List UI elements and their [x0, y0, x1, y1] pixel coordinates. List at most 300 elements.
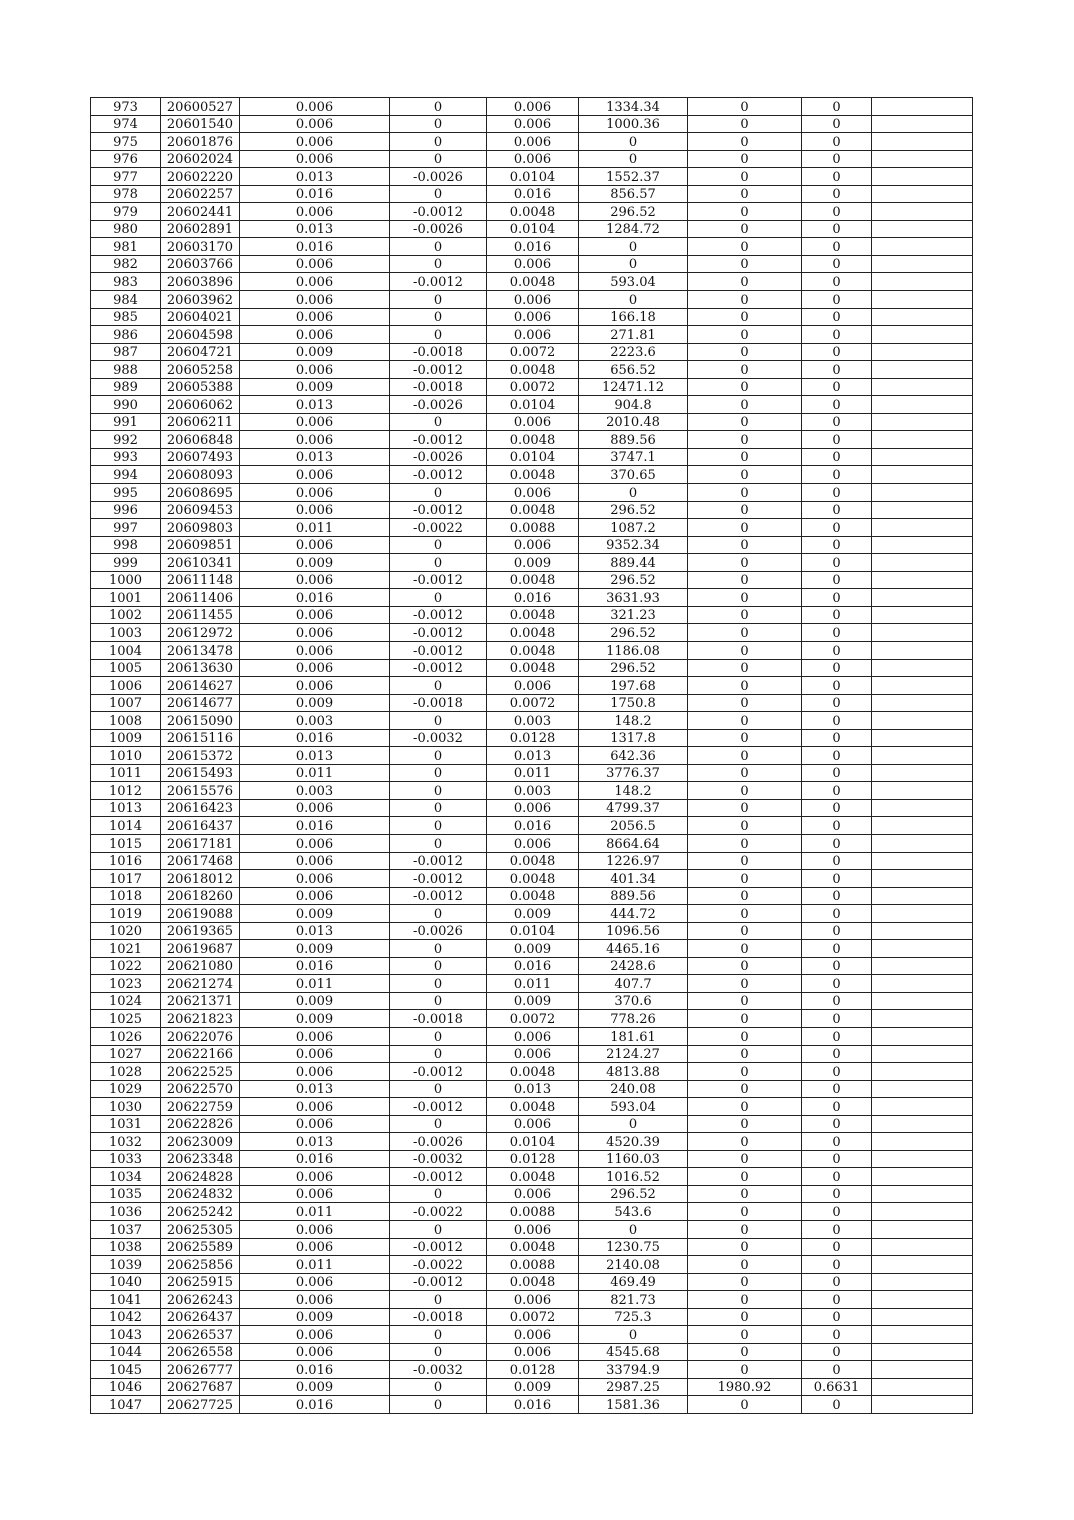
value-a-cell: 0.013: [240, 448, 390, 466]
value-b-cell: -0.0012: [390, 203, 487, 221]
value-d-cell: 0: [688, 396, 802, 414]
row-number-cell: 1047: [91, 1396, 161, 1414]
id-cell: 20621371: [161, 992, 240, 1010]
id-cell: 20605388: [161, 378, 240, 396]
value-e-cell: 0: [802, 1185, 872, 1203]
value-d-cell: 0: [688, 606, 802, 624]
amount-cell: 148.2: [579, 712, 688, 730]
id-cell: 20622166: [161, 1045, 240, 1063]
value-c-cell: 0.011: [487, 764, 579, 782]
value-c-cell: 0.003: [487, 782, 579, 800]
value-e-cell: 0: [802, 1361, 872, 1379]
value-a-cell: 0.016: [240, 957, 390, 975]
value-a-cell: 0.006: [240, 501, 390, 519]
blank-cell: [872, 922, 973, 940]
amount-cell: 370.65: [579, 466, 688, 484]
blank-cell: [872, 1063, 973, 1081]
value-b-cell: -0.0012: [390, 1063, 487, 1081]
value-b-cell: -0.0026: [390, 168, 487, 186]
id-cell: 20616437: [161, 817, 240, 835]
blank-cell: [872, 870, 973, 888]
amount-cell: 2223.6: [579, 343, 688, 361]
id-cell: 20606211: [161, 413, 240, 431]
value-c-cell: 0.006: [487, 98, 579, 116]
table-row: [91, 1203, 973, 1221]
table-row: [91, 1185, 973, 1203]
table-row: [91, 431, 973, 449]
value-d-cell: 0: [688, 1063, 802, 1081]
value-e-cell: 0: [802, 396, 872, 414]
id-cell: 20611406: [161, 589, 240, 607]
blank-cell: [872, 484, 973, 502]
value-e-cell: 0: [802, 1238, 872, 1256]
row-number-cell: 974: [91, 115, 161, 133]
blank-cell: [872, 238, 973, 256]
value-d-cell: 0: [688, 501, 802, 519]
blank-cell: [872, 817, 973, 835]
value-a-cell: 0.006: [240, 115, 390, 133]
value-a-cell: 0.009: [240, 378, 390, 396]
value-d-cell: 0: [688, 782, 802, 800]
row-number-cell: 999: [91, 554, 161, 572]
value-d-cell: 0: [688, 554, 802, 572]
value-e-cell: 0: [802, 729, 872, 747]
id-cell: 20601876: [161, 133, 240, 151]
amount-cell: 1750.8: [579, 694, 688, 712]
table-row: [91, 817, 973, 835]
value-e-cell: 0: [802, 466, 872, 484]
id-cell: 20626437: [161, 1308, 240, 1326]
amount-cell: 0: [579, 291, 688, 309]
value-d-cell: 0: [688, 887, 802, 905]
row-number-cell: 1041: [91, 1291, 161, 1309]
value-a-cell: 0.016: [240, 238, 390, 256]
id-cell: 20603962: [161, 291, 240, 309]
value-e-cell: 0: [802, 834, 872, 852]
blank-cell: [872, 519, 973, 537]
row-number-cell: 1025: [91, 1010, 161, 1028]
value-a-cell: 0.006: [240, 571, 390, 589]
value-c-cell: 0.009: [487, 1378, 579, 1396]
id-cell: 20602257: [161, 185, 240, 203]
row-number-cell: 995: [91, 484, 161, 502]
blank-cell: [872, 1027, 973, 1045]
value-c-cell: 0.0048: [487, 870, 579, 888]
value-d-cell: 0: [688, 1045, 802, 1063]
value-a-cell: 0.006: [240, 361, 390, 379]
value-b-cell: 0: [390, 1185, 487, 1203]
value-b-cell: 0: [390, 1221, 487, 1239]
value-b-cell: -0.0012: [390, 431, 487, 449]
blank-cell: [872, 1343, 973, 1361]
value-c-cell: 0.006: [487, 834, 579, 852]
value-c-cell: 0.009: [487, 554, 579, 572]
blank-cell: [872, 361, 973, 379]
blank-cell: [872, 905, 973, 923]
value-c-cell: 0.016: [487, 1396, 579, 1414]
row-number-cell: 1024: [91, 992, 161, 1010]
row-number-cell: 1029: [91, 1080, 161, 1098]
row-number-cell: 1045: [91, 1361, 161, 1379]
blank-cell: [872, 659, 973, 677]
table-row: [91, 1221, 973, 1239]
value-a-cell: 0.006: [240, 1045, 390, 1063]
value-d-cell: 0: [688, 1150, 802, 1168]
value-a-cell: 0.006: [240, 852, 390, 870]
amount-cell: 904.8: [579, 396, 688, 414]
blank-cell: [872, 150, 973, 168]
value-c-cell: 0.013: [487, 747, 579, 765]
amount-cell: 4813.88: [579, 1063, 688, 1081]
table-row: [91, 484, 973, 502]
value-c-cell: 0.0048: [487, 1238, 579, 1256]
amount-cell: 296.52: [579, 1185, 688, 1203]
blank-cell: [872, 1378, 973, 1396]
table-row: [91, 887, 973, 905]
value-c-cell: 0.006: [487, 413, 579, 431]
value-b-cell: -0.0018: [390, 343, 487, 361]
amount-cell: 2124.27: [579, 1045, 688, 1063]
value-e-cell: 0: [802, 1308, 872, 1326]
id-cell: 20625589: [161, 1238, 240, 1256]
blank-cell: [872, 1361, 973, 1379]
amount-cell: 4545.68: [579, 1343, 688, 1361]
row-number-cell: 1006: [91, 677, 161, 695]
amount-cell: 656.52: [579, 361, 688, 379]
blank-cell: [872, 1221, 973, 1239]
value-b-cell: -0.0012: [390, 571, 487, 589]
value-e-cell: 0: [802, 150, 872, 168]
value-c-cell: 0.016: [487, 185, 579, 203]
id-cell: 20614677: [161, 694, 240, 712]
value-d-cell: 0: [688, 378, 802, 396]
value-b-cell: 0: [390, 1080, 487, 1098]
value-b-cell: -0.0012: [390, 852, 487, 870]
blank-cell: [872, 712, 973, 730]
blank-cell: [872, 729, 973, 747]
table-row: [91, 975, 973, 993]
id-cell: 20625915: [161, 1273, 240, 1291]
row-number-cell: 1046: [91, 1378, 161, 1396]
blank-cell: [872, 1326, 973, 1344]
amount-cell: 1000.36: [579, 115, 688, 133]
blank-cell: [872, 168, 973, 186]
value-b-cell: 0: [390, 747, 487, 765]
value-d-cell: 0: [688, 957, 802, 975]
table-row: [91, 98, 973, 116]
value-e-cell: 0: [802, 185, 872, 203]
blank-cell: [872, 291, 973, 309]
id-cell: 20625305: [161, 1221, 240, 1239]
value-a-cell: 0.009: [240, 905, 390, 923]
value-b-cell: -0.0026: [390, 396, 487, 414]
blank-cell: [872, 624, 973, 642]
value-b-cell: -0.0012: [390, 659, 487, 677]
row-number-cell: 1010: [91, 747, 161, 765]
table-row: [91, 203, 973, 221]
value-b-cell: 0: [390, 115, 487, 133]
value-c-cell: 0.0048: [487, 887, 579, 905]
value-c-cell: 0.006: [487, 1343, 579, 1361]
id-cell: 20610341: [161, 554, 240, 572]
row-number-cell: 1016: [91, 852, 161, 870]
row-number-cell: 973: [91, 98, 161, 116]
row-number-cell: 990: [91, 396, 161, 414]
value-e-cell: 0: [802, 413, 872, 431]
id-cell: 20623009: [161, 1133, 240, 1151]
table-row: [91, 782, 973, 800]
value-d-cell: 0: [688, 361, 802, 379]
amount-cell: 271.81: [579, 326, 688, 344]
value-c-cell: 0.016: [487, 238, 579, 256]
amount-cell: 1016.52: [579, 1168, 688, 1186]
table-row: [91, 1361, 973, 1379]
row-number-cell: 1005: [91, 659, 161, 677]
id-cell: 20608695: [161, 484, 240, 502]
value-a-cell: 0.011: [240, 1203, 390, 1221]
id-cell: 20606062: [161, 396, 240, 414]
value-a-cell: 0.006: [240, 413, 390, 431]
row-number-cell: 1021: [91, 940, 161, 958]
value-e-cell: 0: [802, 1150, 872, 1168]
value-d-cell: 0: [688, 484, 802, 502]
row-number-cell: 1037: [91, 1221, 161, 1239]
table-row: [91, 1378, 973, 1396]
value-e-cell: 0: [802, 852, 872, 870]
table-row: [91, 1063, 973, 1081]
value-c-cell: 0.006: [487, 799, 579, 817]
value-d-cell: 0: [688, 1326, 802, 1344]
table-row: [91, 536, 973, 554]
value-d-cell: 0: [688, 291, 802, 309]
table-row: [91, 677, 973, 695]
value-c-cell: 0.0072: [487, 343, 579, 361]
id-cell: 20622076: [161, 1027, 240, 1045]
value-d-cell: 0: [688, 448, 802, 466]
value-c-cell: 0.013: [487, 1080, 579, 1098]
id-cell: 20615493: [161, 764, 240, 782]
amount-cell: 2987.25: [579, 1378, 688, 1396]
row-number-cell: 993: [91, 448, 161, 466]
value-d-cell: 0: [688, 98, 802, 116]
blank-cell: [872, 98, 973, 116]
value-b-cell: 0: [390, 957, 487, 975]
amount-cell: 296.52: [579, 501, 688, 519]
value-a-cell: 0.006: [240, 291, 390, 309]
value-c-cell: 0.006: [487, 1045, 579, 1063]
value-a-cell: 0.006: [240, 887, 390, 905]
value-c-cell: 0.011: [487, 975, 579, 993]
amount-cell: 1186.08: [579, 641, 688, 659]
value-c-cell: 0.0072: [487, 378, 579, 396]
table-row: [91, 501, 973, 519]
table-row: [91, 1080, 973, 1098]
value-b-cell: 0: [390, 834, 487, 852]
blank-cell: [872, 343, 973, 361]
value-c-cell: 0.0048: [487, 659, 579, 677]
value-b-cell: -0.0012: [390, 1098, 487, 1116]
id-cell: 20618012: [161, 870, 240, 888]
row-number-cell: 1014: [91, 817, 161, 835]
table-row: [91, 729, 973, 747]
amount-cell: 296.52: [579, 659, 688, 677]
table-row: [91, 466, 973, 484]
value-e-cell: 0: [802, 554, 872, 572]
value-b-cell: 0: [390, 782, 487, 800]
value-e-cell: 0: [802, 1221, 872, 1239]
id-cell: 20618260: [161, 887, 240, 905]
row-number-cell: 978: [91, 185, 161, 203]
id-cell: 20624832: [161, 1185, 240, 1203]
value-e-cell: 0: [802, 1168, 872, 1186]
blank-cell: [872, 273, 973, 291]
blank-cell: [872, 1203, 973, 1221]
table-row: [91, 1291, 973, 1309]
id-cell: 20615116: [161, 729, 240, 747]
value-d-cell: 0: [688, 343, 802, 361]
id-cell: 20625856: [161, 1256, 240, 1274]
amount-cell: 1087.2: [579, 519, 688, 537]
value-a-cell: 0.006: [240, 606, 390, 624]
value-c-cell: 0.0048: [487, 501, 579, 519]
value-c-cell: 0.0048: [487, 852, 579, 870]
row-number-cell: 1035: [91, 1185, 161, 1203]
value-e-cell: 0: [802, 501, 872, 519]
value-e-cell: 0: [802, 343, 872, 361]
value-e-cell: 0: [802, 975, 872, 993]
value-d-cell: 0: [688, 1080, 802, 1098]
table-row: [91, 1326, 973, 1344]
value-b-cell: -0.0012: [390, 1273, 487, 1291]
value-a-cell: 0.011: [240, 1256, 390, 1274]
row-number-cell: 992: [91, 431, 161, 449]
value-e-cell: 0: [802, 940, 872, 958]
value-e-cell: 0: [802, 887, 872, 905]
amount-cell: 4799.37: [579, 799, 688, 817]
value-c-cell: 0.0104: [487, 220, 579, 238]
table-row: [91, 1098, 973, 1116]
value-e-cell: 0: [802, 168, 872, 186]
value-b-cell: 0: [390, 799, 487, 817]
blank-cell: [872, 308, 973, 326]
amount-cell: 0: [579, 484, 688, 502]
value-d-cell: 0: [688, 799, 802, 817]
value-e-cell: 0: [802, 308, 872, 326]
value-d-cell: 0: [688, 1238, 802, 1256]
row-number-cell: 1012: [91, 782, 161, 800]
amount-cell: 444.72: [579, 905, 688, 923]
table-row: [91, 957, 973, 975]
value-a-cell: 0.006: [240, 536, 390, 554]
value-e-cell: 0: [802, 606, 872, 624]
value-d-cell: 0: [688, 1133, 802, 1151]
value-d-cell: 0: [688, 238, 802, 256]
amount-cell: 12471.12: [579, 378, 688, 396]
row-number-cell: 1019: [91, 905, 161, 923]
table-row: [91, 519, 973, 537]
value-b-cell: 0: [390, 1343, 487, 1361]
id-cell: 20601540: [161, 115, 240, 133]
row-number-cell: 1023: [91, 975, 161, 993]
row-number-cell: 1040: [91, 1273, 161, 1291]
value-a-cell: 0.006: [240, 273, 390, 291]
blank-cell: [872, 677, 973, 695]
id-cell: 20613478: [161, 641, 240, 659]
value-d-cell: 0: [688, 1343, 802, 1361]
id-cell: 20607493: [161, 448, 240, 466]
blank-cell: [872, 940, 973, 958]
value-b-cell: 0: [390, 712, 487, 730]
amount-cell: 543.6: [579, 1203, 688, 1221]
value-e-cell: 0: [802, 220, 872, 238]
value-e-cell: 0: [802, 1256, 872, 1274]
row-number-cell: 1039: [91, 1256, 161, 1274]
value-c-cell: 0.0048: [487, 571, 579, 589]
value-e-cell: 0: [802, 255, 872, 273]
value-e-cell: 0: [802, 1133, 872, 1151]
value-e-cell: 0: [802, 589, 872, 607]
value-c-cell: 0.0048: [487, 1168, 579, 1186]
amount-cell: 1160.03: [579, 1150, 688, 1168]
row-number-cell: 983: [91, 273, 161, 291]
value-b-cell: 0: [390, 817, 487, 835]
value-c-cell: 0.0048: [487, 641, 579, 659]
data-table: [90, 97, 973, 1414]
value-d-cell: 0: [688, 940, 802, 958]
table-row: [91, 1343, 973, 1361]
blank-cell: [872, 1291, 973, 1309]
value-e-cell: 0: [802, 115, 872, 133]
id-cell: 20622570: [161, 1080, 240, 1098]
value-e-cell: 0: [802, 782, 872, 800]
blank-cell: [872, 1045, 973, 1063]
value-b-cell: 0: [390, 1045, 487, 1063]
value-e-cell: 0: [802, 361, 872, 379]
value-d-cell: 0: [688, 571, 802, 589]
value-d-cell: 1980.92: [688, 1378, 802, 1396]
value-c-cell: 0.0048: [487, 624, 579, 642]
table-row: [91, 168, 973, 186]
value-a-cell: 0.006: [240, 870, 390, 888]
row-number-cell: 1031: [91, 1115, 161, 1133]
table-row: [91, 396, 973, 414]
id-cell: 20626558: [161, 1343, 240, 1361]
value-d-cell: 0: [688, 747, 802, 765]
table-row: [91, 1115, 973, 1133]
row-number-cell: 984: [91, 291, 161, 309]
amount-cell: 2428.6: [579, 957, 688, 975]
blank-cell: [872, 606, 973, 624]
value-d-cell: 0: [688, 1203, 802, 1221]
blank-cell: [872, 799, 973, 817]
value-c-cell: 0.0104: [487, 168, 579, 186]
value-c-cell: 0.0128: [487, 1361, 579, 1379]
value-c-cell: 0.006: [487, 484, 579, 502]
row-number-cell: 1044: [91, 1343, 161, 1361]
value-a-cell: 0.016: [240, 1361, 390, 1379]
table-row: [91, 992, 973, 1010]
table-row: [91, 659, 973, 677]
value-e-cell: 0: [802, 747, 872, 765]
value-e-cell: 0: [802, 571, 872, 589]
table-row: [91, 747, 973, 765]
value-a-cell: 0.006: [240, 1221, 390, 1239]
amount-cell: 148.2: [579, 782, 688, 800]
value-b-cell: 0: [390, 1378, 487, 1396]
value-d-cell: 0: [688, 852, 802, 870]
amount-cell: 240.08: [579, 1080, 688, 1098]
row-number-cell: 1026: [91, 1027, 161, 1045]
